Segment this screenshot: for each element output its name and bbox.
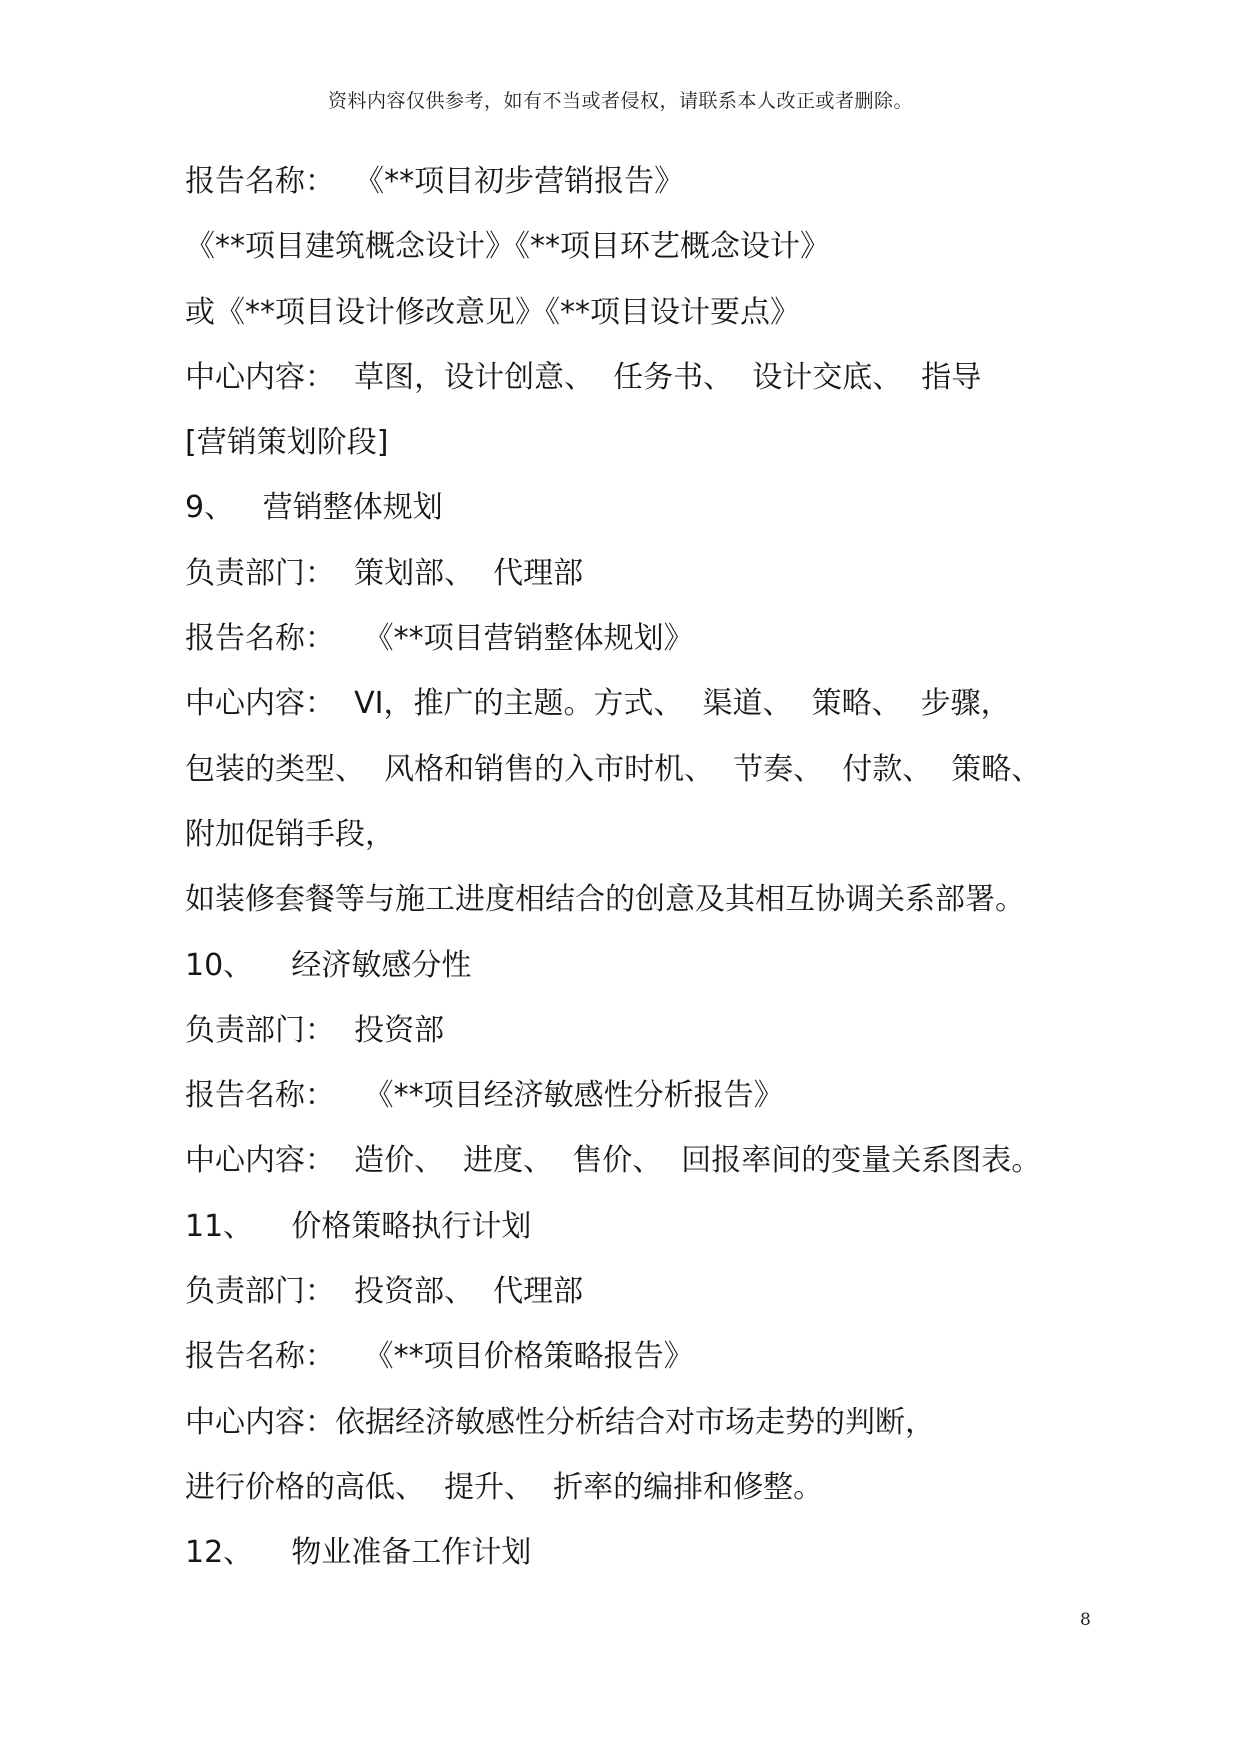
text-line: 或《**项目设计修改意见》《**项目设计要点》 [185, 294, 800, 330]
text-line: 中心内容： VI，推广的主题。方式、 渠道、 策略、 步骤， [185, 686, 1011, 722]
document-body [185, 160, 1065, 1597]
text-line: 如装修套餐等与施工进度相结合的创意及其相互协调关系部署。 [185, 882, 1025, 918]
item-heading: 10、 经济敏感分性 [185, 947, 472, 983]
text-line: 中心内容： 草图，设计创意、 任务书、 设计交底、 指导 [185, 359, 982, 395]
text-line: 负责部门： 策划部、 代理部 [185, 555, 584, 591]
text-line: 负责部门： 投资部、 代理部 [185, 1274, 584, 1310]
text-line: 中心内容：依据经济敏感性分析结合对市场走势的判断， [185, 1404, 935, 1440]
text-line: 报告名称： 《**项目营销整体规划》 [185, 621, 694, 657]
section-heading: [营销策划阶段] [185, 425, 389, 461]
text-line: 负责部门： 投资部 [185, 1012, 445, 1048]
text-line: 《**项目建筑概念设计》《**项目环艺概念设计》 [185, 229, 830, 265]
text-line: 附加促销手段， [185, 816, 395, 852]
header-disclaimer: 资料内容仅供参考，如有不当或者侵权，请联系本人改正或者删除。 [327, 90, 913, 112]
text-line: 报告名称： 《**项目初步营销报告》 [185, 164, 685, 199]
text-line: 报告名称： 《**项目经济敏感性分析报告》 [185, 1078, 784, 1114]
page-number: 8 [1080, 1610, 1091, 1630]
text-line: 中心内容： 造价、 进度、 售价、 回报率间的变量关系图表。 [185, 1143, 1042, 1179]
item-heading: 9、 营销整体规划 [185, 490, 443, 526]
item-heading: 11、 价格策略执行计划 [185, 1208, 532, 1244]
text-line: 报告名称： 《**项目价格策略报告》 [185, 1339, 694, 1375]
text-line: 包装的类型、 风格和销售的入市时机、 节奏、 付款、 策略、 [185, 751, 1042, 787]
item-heading: 12、 物业准备工作计划 [185, 1535, 532, 1571]
text-line: 进行价格的高低、 提升、 折率的编排和修整。 [185, 1469, 824, 1505]
